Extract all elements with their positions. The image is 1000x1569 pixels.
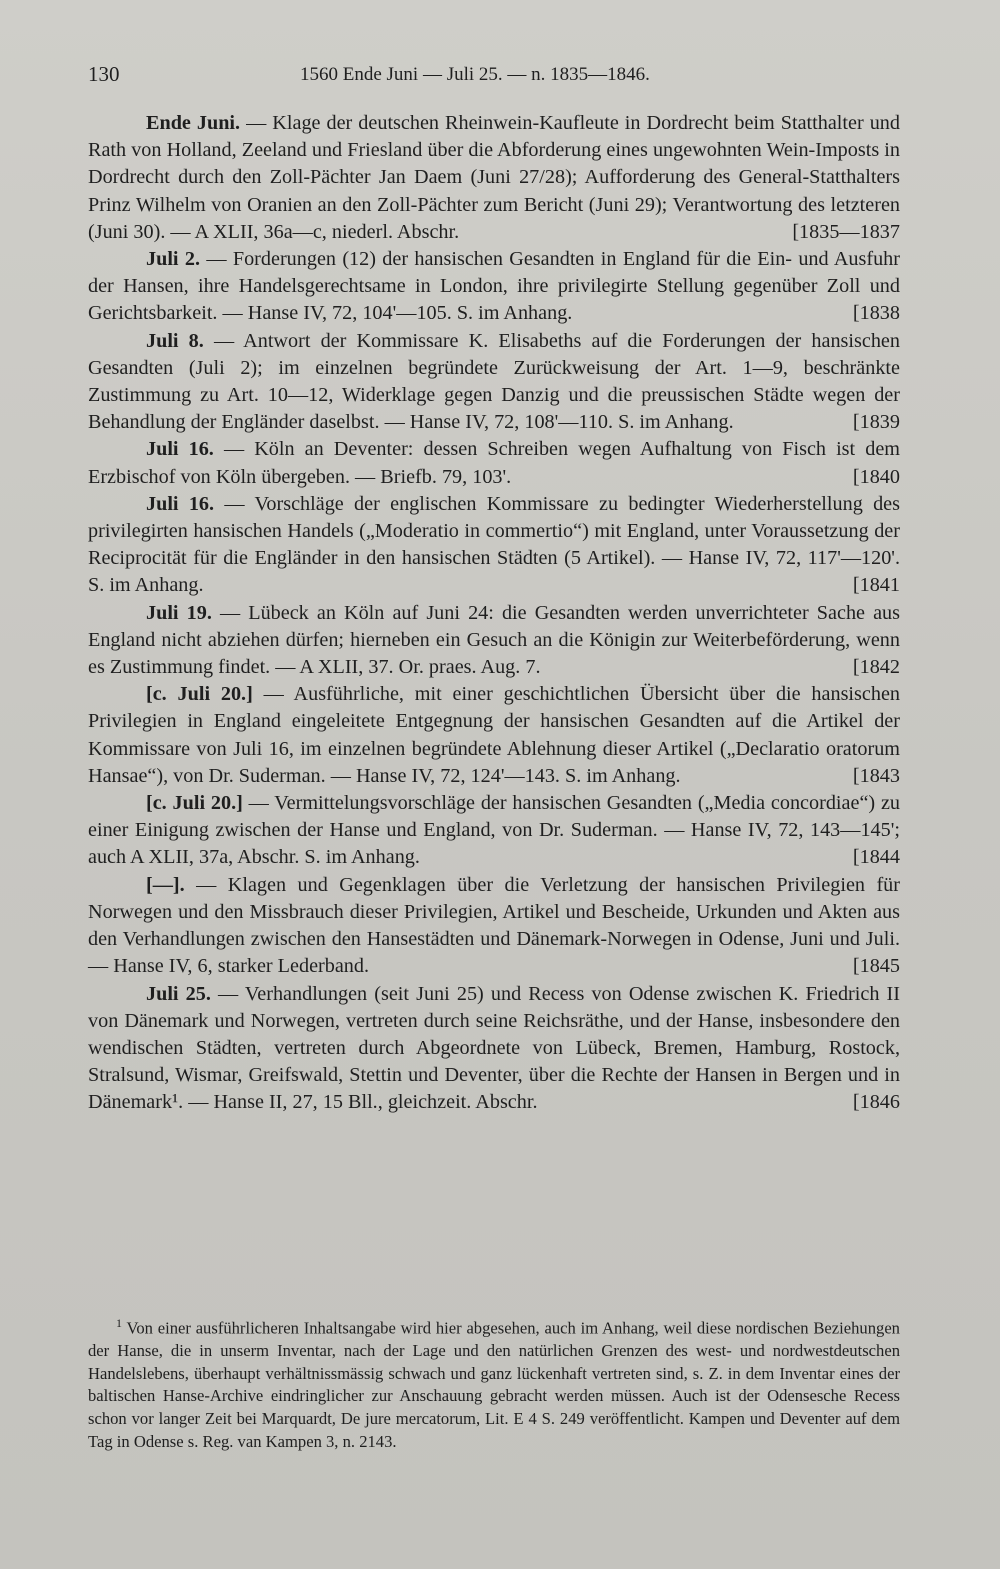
entry-text: — Köln an Deventer: dessen Schreiben wegen Aufhaltung von Fisch ist dem Erzbischof von Köln übergeben. — Briefb. 79, 103'.: [88, 438, 900, 488]
entry-text: — Klagen und Gegenklagen über die Verletzung der hansischen Privilegien für Norwegen und den Missbrauch dieser Privilegien, Artikel und Bescheide, Urkunden und Akten aus den Verhandlungen zwischen den Hansestädten und Dänemark-Norwegen in Odense, Juni und Juli. — Hanse IV, 6, starker Lederband.: [88, 873, 900, 978]
footnote-1: [88, 1312, 900, 1453]
register-entry-1838: [88, 246, 900, 328]
register-entry-1846: [88, 981, 900, 1117]
entry-date: [—].: [146, 873, 185, 896]
entry-text: — Lübeck an Köln auf Juni 24: die Gesandten werden unverrichteter Sache aus England nicht abziehen dürfen; hierneben ein Gesuch an die Königin zur Weiterbeförderung, wenn es Zustimmung findet. — A XLII, 37. Or. praes. Aug. 7.: [88, 601, 900, 679]
register-entry-1844: [88, 790, 900, 872]
entry-date: Juli 19.: [146, 601, 212, 624]
register-entry-1839: [88, 328, 900, 437]
register-entry-1840: [88, 436, 900, 490]
entry-date: Juli 16.: [146, 492, 215, 515]
entry-number: [1835—1837: [792, 220, 900, 243]
entry-number: [1845: [852, 955, 900, 978]
entry-text: — Ausführliche, mit einer geschichtlichen Übersicht über die hansischen Privilegien in England eingeleitete Entgegnung der hansischen Gesandten auf die Artikel der Kommissare von Juli 16, im einzelnen begründete Ablehnung dieser Artikel („Declaratio oratorum Hansae“), von Dr. Suderman. — Hanse IV, 72, 124'—143. S. im Anhang.: [88, 683, 900, 787]
entry-number: [1844: [852, 846, 900, 869]
register-entries: [88, 110, 900, 1117]
entry-number: [1838: [852, 302, 900, 325]
entry-date: [c. Juli 20.]: [146, 792, 243, 815]
entry-date: Juli 2.: [146, 248, 201, 271]
register-entry-1841: [88, 491, 900, 600]
entry-text: — Klage der deutschen Rheinwein-Kaufleute in Dordrecht beim Statthalter und Rath von Holland, Zeeland und Friesland über die Abforderung eines ungewohnten Wein-Imposts in Dordrecht durch den Zoll-Pächter Jan Daem (Juni 27/28); Aufforderung des General-Statthalters Prinz Wilhelm von Oranien an den Zoll-Pächter zum Bericht (Juni 29); Verantwortung des letzteren (Juni 30). — A XLII, 36a—c, niederl. Abschr.: [88, 112, 900, 243]
footnote-text: Von einer ausführlicheren Inhaltsangabe wird hier abgesehen, auch im Anhang, weil diese nordischen Beziehungen der Hanse, die in unserm Inventar, nach der Lage und den natürlichen Grenzen des west- und nordwestdeutschen Handelslebens, überhaupt verhältnissmässig schwach und ganz lückenhaft vertreten sind, s. Z. in dem Inventar eines der baltischen Hanse-Archive eindringlicher zur Anschauung gebracht werden müssen. Auch ist der Odensesche Recess schon vor langer Zeit bei Marquardt, De jure mercatorum, Lit. E 4 S. 249 veröffentlicht. Kampen und Deventer auf dem Tag in Odense s. Reg. van Kampen 3, n. 2143.: [88, 1318, 900, 1451]
footnotes: [88, 1312, 900, 1453]
entry-number: [1846: [852, 1091, 900, 1114]
entry-text: — Forderungen (12) der hansischen Gesandten in England für die Ein- und Ausfuhr der Hansen, ihre Handelsgerechtsame in London, ihre privilegirte Stellung gegenüber Zoll und Gerichtsbarkeit. — Hanse IV, 72, 104'—105. S. im Anhang.: [88, 248, 900, 325]
register-entry-1843: [88, 681, 900, 790]
entry-date: Juli 25.: [146, 982, 211, 1005]
register-entry-1845: [88, 872, 900, 981]
entry-number: [1840: [852, 465, 900, 488]
running-head: [88, 62, 908, 92]
entry-number: [1839: [852, 411, 900, 434]
entry-text: — Verhandlungen (seit Juni 25) und Recess von Odense zwischen K. Friedrich II von Dänemark und Norwegen, vertreten durch seine Reichsräthe, und der Hanse, insbesondere den wendischen Städten, vertreten durch Abgeordnete von Lübeck, Bremen, Hamburg, Rostock, Stralsund, Wismar, Greifswald, Stettin und Deventer, über die Rechte der Hansen in Bergen und in Dänemark¹. — Hanse II, 27, 15 Bll., gleichzeit. Abschr.: [88, 982, 900, 1114]
entry-text: — Antwort der Kommissare K. Elisabeths auf die Forderungen der hansischen Gesandten (Juli 2); im einzelnen begründete Zurückweisung der Art. 1—9, beschränkte Zustimmung zu Art. 10—12, Widerklage gegen Danzig und die preussischen Städte wegen der Behandlung der Engländer daselbst. — Hanse IV, 72, 108'—110. S. im Anhang.: [88, 329, 900, 434]
entry-date: Juli 16.: [146, 438, 214, 461]
page-number: 130: [88, 62, 120, 86]
entry-number: [1843: [852, 764, 900, 787]
running-title: 1560 Ende Juni — Juli 25. — n. 1835—1846.: [300, 64, 650, 85]
entry-text: — Vorschläge der englischen Kommissare zu bedingter Wiederherstellung des privilegirten hansischen Handels („Moderatio in commertio“) mit England, unter Voraussetzung der Reciprocität für die Engländer in den hansischen Städten (5 Artikel). — Hanse IV, 72, 117'—120'. S. im Anhang.: [88, 492, 900, 597]
register-entry-1835: [88, 110, 900, 246]
entry-number: [1842: [852, 656, 900, 679]
entry-text: — Vermittelungsvorschläge der hansischen Gesandten („Media concordiae“) zu einer Einigung zwischen der Hanse und England, von Dr. Suderman. — Hanse IV, 72, 143—145'; auch A XLII, 37a, Abschr. S. im Anhang.: [88, 792, 900, 869]
footnote-mark: 1: [116, 1316, 122, 1330]
register-entry-1842: [88, 600, 900, 682]
entry-date: [c. Juli 20.]: [146, 683, 253, 706]
entry-date: Ende Juni.: [146, 112, 241, 134]
entry-number: [1841: [852, 574, 900, 597]
entry-date: Juli 8.: [146, 329, 204, 352]
